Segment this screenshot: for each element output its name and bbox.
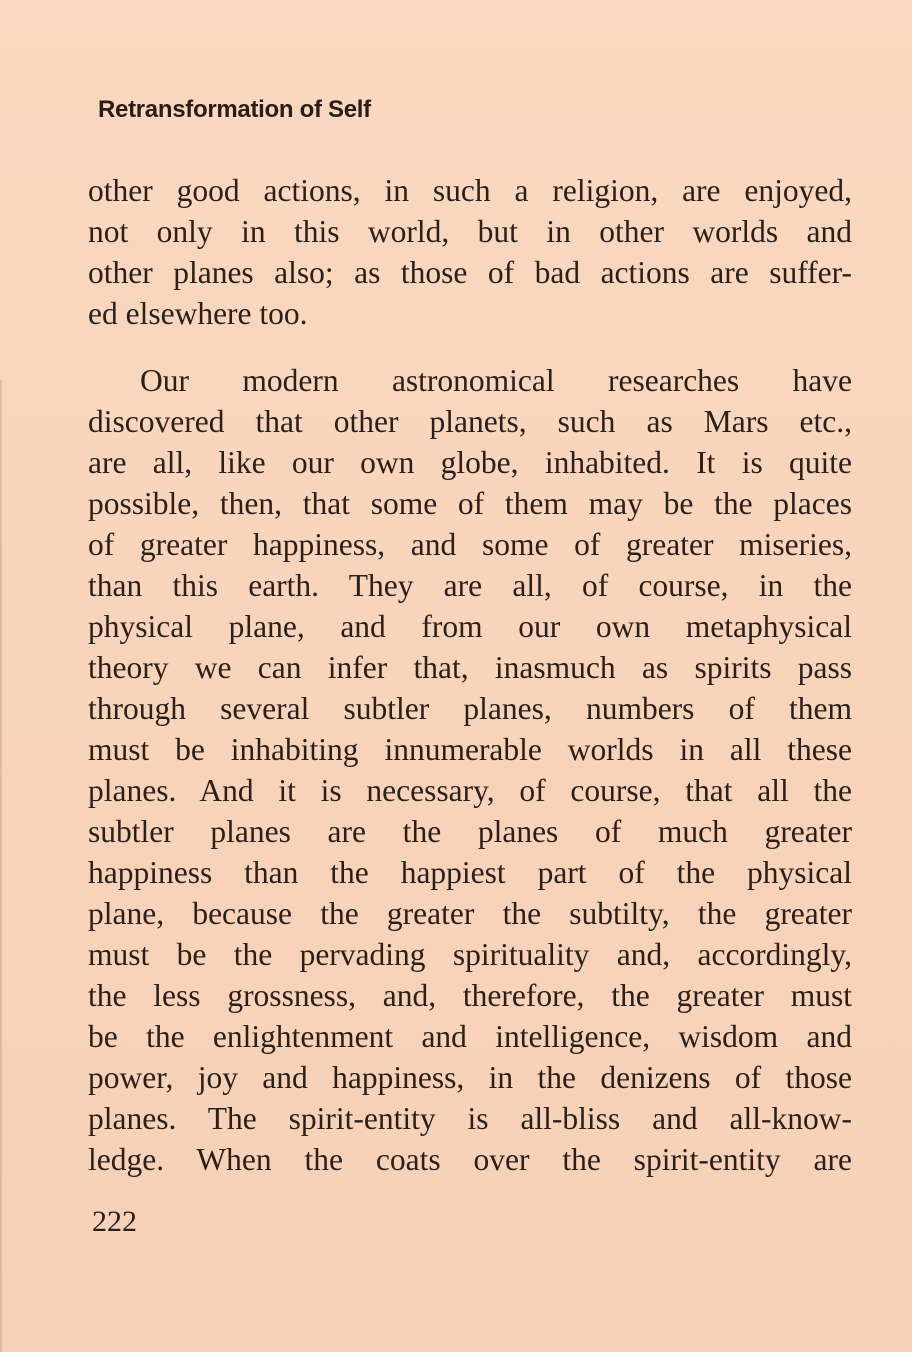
paragraph-gap [88, 334, 852, 360]
text-line: be the enlightenment and intelligence, wisdom and [88, 1019, 852, 1054]
text-line: planes. The spirit-entity is all-bliss and all-know- [88, 1101, 852, 1136]
text-line: are all, like our own globe, inhabited. It is quite [88, 445, 852, 480]
text-line: happiness than the happiest part of the physical [88, 855, 852, 890]
text-line: discovered that other planets, such as Mars etc., [88, 404, 852, 439]
text-line: Our modern astronomical researches have [140, 363, 852, 398]
text-line: of greater happiness, and some of greater miseries, [88, 527, 852, 562]
text-line: must be the pervading spirituality and, accordingly, [88, 937, 852, 972]
text-line: plane, because the greater the subtilty, the greater [88, 896, 852, 931]
text-line: physical plane, and from our own metaphysical [88, 609, 852, 644]
text-line: ledge. When the coats over the spirit-entity are [88, 1142, 852, 1177]
text-line: possible, then, that some of them may be the places [88, 486, 852, 521]
text-line: through several subtler planes, numbers of them [88, 691, 852, 726]
paragraph [88, 170, 852, 334]
text-line: ed elsewhere too. [88, 296, 308, 331]
running-head: Retransformation of Self [98, 96, 371, 123]
text-line: power, joy and happiness, in the denizens of those [88, 1060, 852, 1095]
text-line: must be inhabiting innumerable worlds in all these [88, 732, 852, 767]
text-line: than this earth. They are all, of course, in the [88, 568, 852, 603]
text-line: other planes also; as those of bad actions are suffer- [88, 255, 852, 290]
page-number: 222 [92, 1205, 137, 1238]
paragraph [88, 360, 852, 1180]
body-text [88, 170, 852, 1180]
text-line: the less grossness, and, therefore, the greater must [88, 978, 852, 1013]
text-line: not only in this world, but in other worlds and [88, 214, 852, 249]
page-edge-shadow [0, 380, 3, 1352]
text-line: theory we can infer that, inasmuch as spirits pass [88, 650, 852, 685]
text-line: subtler planes are the planes of much greater [88, 814, 852, 849]
text-line: other good actions, in such a religion, are enjoyed, [88, 173, 852, 208]
text-line: planes. And it is necessary, of course, that all the [88, 773, 852, 808]
